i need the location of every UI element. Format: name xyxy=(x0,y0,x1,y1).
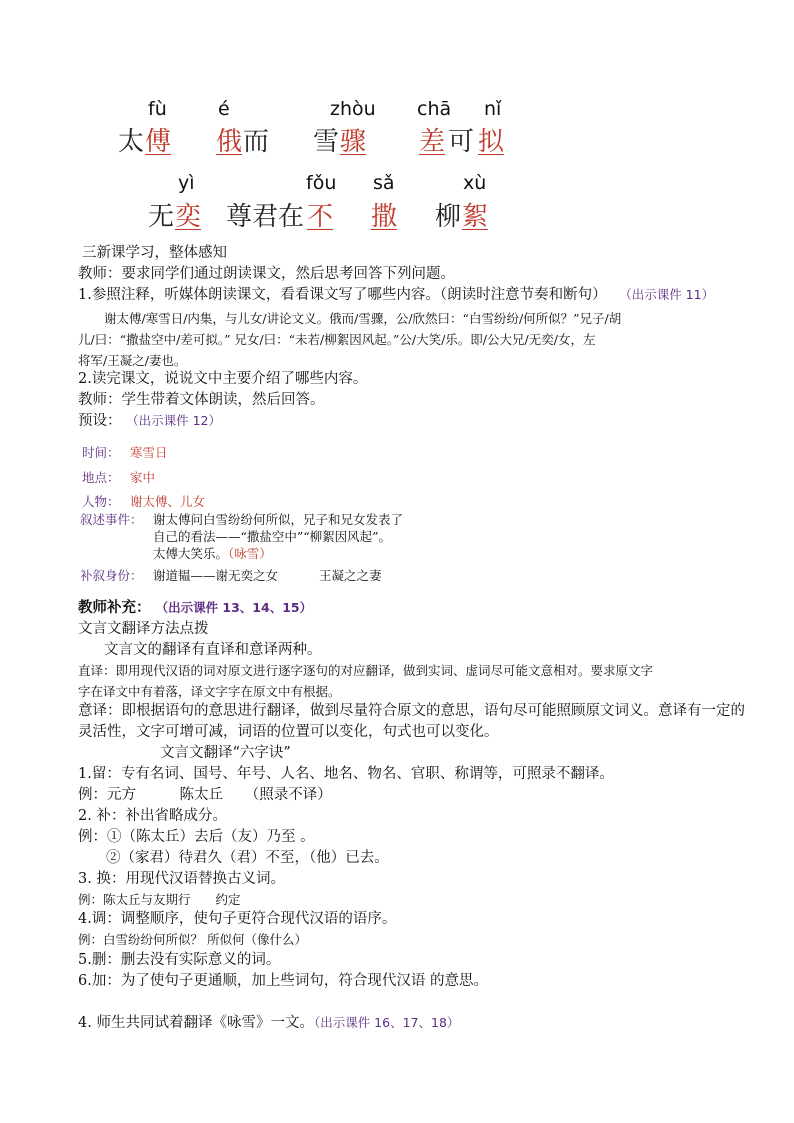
event-line-2: 自己的看法——“撒盐空中”“柳絮因风起”。 xyxy=(153,529,392,544)
passage-line-1: 谢太傅/寒雪日/内集，与儿女/讲论文义。俄而/雪骤，公/欣然曰：“白雪纷纷/何所似？”兄子/胡 xyxy=(104,311,622,326)
pinyin-sa: sǎ xyxy=(373,172,395,194)
yiyi-line-1: 意译：即根据语句的意思进行翻译，做到尽量符合原文的意思，语句尽可能照顾原文词义。意译有一定的 xyxy=(78,703,745,719)
people-label: 人物： xyxy=(82,494,120,509)
question-4-ref: （出示课件 16、17、18） xyxy=(313,1015,460,1030)
rule-6: 6.加：为了使句子更通顺，加上些词句，符合现代汉语 的意思。 xyxy=(78,973,488,989)
char-yi: 奕 xyxy=(175,202,202,232)
preset-label: 预设： xyxy=(78,413,122,429)
pinyin-ni: nǐ xyxy=(484,98,502,120)
method-intro: 文言文的翻译有直译和意译两种。 xyxy=(104,642,322,658)
preset-ref: （出示课件 12） xyxy=(126,413,221,428)
char-liu: 柳 xyxy=(435,202,462,232)
pinyin-zhou: zhòu xyxy=(330,98,376,120)
char-zhou: 骤 xyxy=(340,127,367,157)
teacher-add xyxy=(78,598,312,618)
identity-value-1: 谢道韫——谢无奕之女 xyxy=(153,568,279,583)
preset-line xyxy=(78,411,221,431)
char-ni: 拟 xyxy=(478,127,505,157)
char-tai: 太 xyxy=(118,127,145,157)
pinyin-fu: fù xyxy=(148,98,167,120)
event-line-3: 太傅大笑乐。 xyxy=(153,546,229,561)
pinyin-yi: yì xyxy=(178,172,195,194)
teacher-add-label: 教师补充： xyxy=(78,599,151,616)
section-title: 三新课学习，整体感知 xyxy=(82,245,227,261)
teacher-guide: 教师：学生带着文体朗读，然后回答。 xyxy=(78,392,325,408)
question-1 xyxy=(78,285,714,305)
method-title: 文言文翻译方法点拨 xyxy=(78,621,209,637)
char-wu: 无 xyxy=(148,202,175,232)
char-ke: 可 xyxy=(448,127,475,157)
example-1: 例：元方 陈太丘 （照录不译） xyxy=(78,787,332,803)
pinyin-e: é xyxy=(218,98,230,120)
example-4: 例：白雪纷纷何所似？ 所似何（像什么） xyxy=(78,932,307,947)
char-er: 而 xyxy=(243,127,270,157)
identity-value-2: 王凝之之妻 xyxy=(319,568,382,583)
six-title: 文言文翻译“六字诀” xyxy=(160,745,291,761)
chars-zunjunzai: 尊君在 xyxy=(226,202,305,232)
example-2a: 例：①（陈太丘）去后（友）乃至 。 xyxy=(78,829,315,845)
char-fou: 不 xyxy=(307,202,334,232)
teacher-request: 教师：要求同学们通过朗读课文，然后思考回答下列问题。 xyxy=(78,266,455,282)
example-2b: ②（家君）待君久（君）不至，（他）已去。 xyxy=(106,850,389,866)
char-cha: 差 xyxy=(419,127,446,157)
example-3: 例：陈太丘与友期行 约定 xyxy=(78,892,241,907)
pinyin-xu: xù xyxy=(463,172,487,194)
char-e: 俄 xyxy=(216,127,243,157)
teacher-add-ref: （出示课件 13、14、15） xyxy=(155,600,313,615)
char-xu: 絮 xyxy=(462,202,489,232)
rule-1: 1.留：专有名词、国号、年号、人名、地名、物名、官职、称谓等，可照录不翻译。 xyxy=(78,766,614,782)
passage-line-2: 儿/曰：“撒盐空中/差可拟。” 兄女/曰：“未若/柳絮因风起。”公/大笑/乐。即/公大兄/无奕/女，左 xyxy=(78,332,596,347)
event-label: 叙述事件： xyxy=(80,512,143,527)
char-fu: 傅 xyxy=(145,127,172,157)
zhiyi-line-1: 直译：即用现代汉语的词对原文进行逐字逐句的对应翻译，做到实词、虚词尽可能文意相对。要求原文字 xyxy=(78,663,654,678)
pinyin-fou: fǒu xyxy=(306,172,337,194)
rule-4: 4.调：调整顺序，使句子更符合现代汉语的语序。 xyxy=(78,911,397,927)
identity-label: 补叙身份： xyxy=(80,568,143,583)
people-value: 谢太傅、儿女 xyxy=(130,494,206,509)
char-xue: 雪 xyxy=(313,127,340,157)
pinyin-cha: chā xyxy=(417,98,452,120)
place-label: 地点： xyxy=(82,470,120,485)
question-1-ref: （出示课件 11） xyxy=(619,287,715,302)
time-value: 寒雪日 xyxy=(130,445,168,460)
event-line-3-row xyxy=(153,544,272,562)
zhiyi-line-2: 字在译文中有着落，译文字字在原文中有根据。 xyxy=(78,684,341,699)
question-4-text: 4. 师生共同试着翻译《咏雪》一文。 xyxy=(78,1015,314,1031)
event-line-1: 谢太傅问白雪纷纷何所似，兄子和兄女发表了 xyxy=(153,512,404,527)
question-1-text: 1.参照注释，听媒体朗读课文，看看课文写了哪些内容。（朗读时注意节奏和断句） xyxy=(78,287,607,303)
rule-5: 5.删：删去没有实际意义的词。 xyxy=(78,952,281,968)
rule-2: 2. 补：补出省略成分。 xyxy=(78,808,227,824)
question-4 xyxy=(78,1013,459,1033)
question-2: 2.读完课文，说说文中主要介绍了哪些内容。 xyxy=(78,371,368,387)
event-note: （咏雪） xyxy=(228,546,272,561)
time-label: 时间： xyxy=(82,445,120,460)
yiyi-line-2: 灵活性，文字可增可减，词语的位置可以变化，句式也可以变化。 xyxy=(78,724,499,740)
rule-3: 3. 换：用现代汉语替换古义词。 xyxy=(78,871,285,887)
passage-line-3: 将军/王凝之/妻也。 xyxy=(78,353,187,368)
place-value: 家中 xyxy=(130,470,156,485)
char-sa: 撒 xyxy=(371,202,398,232)
